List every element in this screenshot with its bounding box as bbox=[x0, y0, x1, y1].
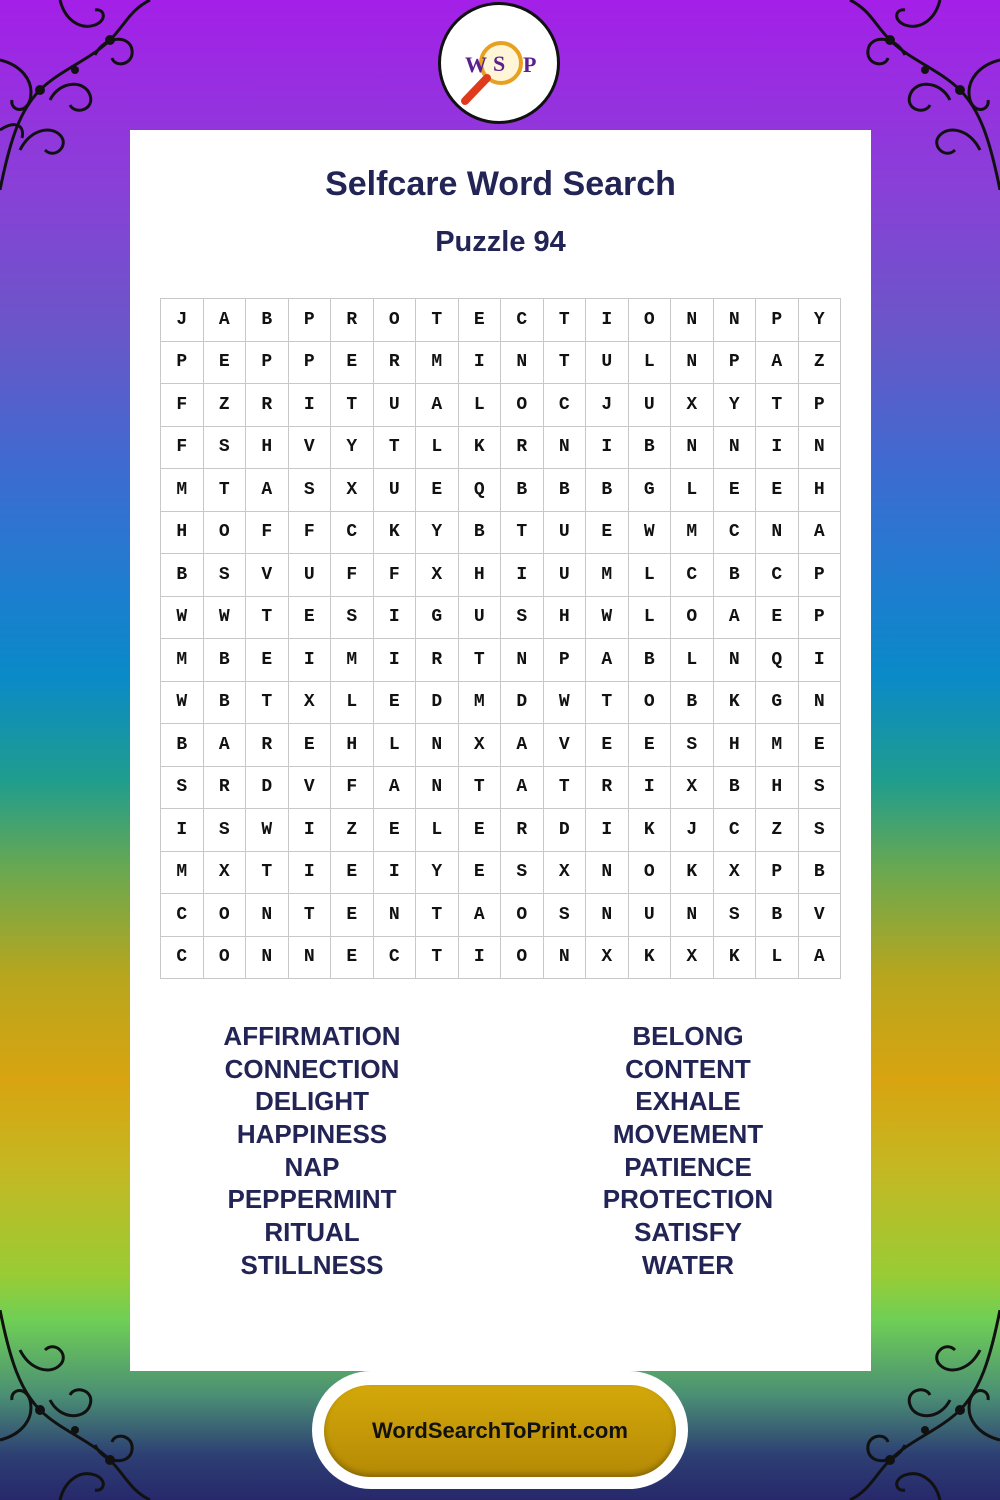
grid-cell[interactable]: R bbox=[416, 639, 459, 682]
grid-cell[interactable]: D bbox=[544, 809, 587, 852]
grid-cell[interactable]: F bbox=[374, 554, 417, 597]
grid-cell[interactable]: O bbox=[501, 937, 544, 980]
grid-cell[interactable]: I bbox=[459, 342, 502, 385]
grid-cell[interactable]: U bbox=[629, 894, 672, 937]
grid-cell[interactable]: K bbox=[374, 512, 417, 555]
grid-cell[interactable]: O bbox=[204, 937, 247, 980]
grid-cell[interactable]: Y bbox=[714, 384, 757, 427]
grid-cell[interactable]: T bbox=[544, 342, 587, 385]
grid-cell[interactable]: W bbox=[629, 512, 672, 555]
grid-cell[interactable]: E bbox=[331, 342, 374, 385]
grid-cell[interactable]: P bbox=[289, 342, 332, 385]
grid-cell[interactable]: A bbox=[756, 342, 799, 385]
word-item: PROTECTION bbox=[602, 1184, 774, 1215]
grid-cell[interactable]: N bbox=[671, 342, 714, 385]
word-item: CONTENT bbox=[625, 1053, 751, 1084]
grid-cell[interactable]: E bbox=[331, 894, 374, 937]
grid-cell[interactable]: H bbox=[331, 724, 374, 767]
grid-cell[interactable]: N bbox=[289, 937, 332, 980]
grid-cell[interactable]: N bbox=[501, 639, 544, 682]
grid-cell[interactable]: W bbox=[586, 597, 629, 640]
grid-cell[interactable]: U bbox=[289, 554, 332, 597]
grid-cell[interactable]: I bbox=[374, 852, 417, 895]
grid-cell[interactable]: A bbox=[714, 597, 757, 640]
grid-cell[interactable]: C bbox=[714, 809, 757, 852]
grid-cell[interactable]: L bbox=[459, 384, 502, 427]
grid-cell[interactable]: P bbox=[246, 342, 289, 385]
grid-cell[interactable]: A bbox=[501, 767, 544, 810]
word-list-right bbox=[528, 1020, 848, 1282]
grid-cell[interactable]: T bbox=[204, 469, 247, 512]
grid-cell[interactable]: R bbox=[331, 299, 374, 342]
grid-cell[interactable]: U bbox=[544, 512, 587, 555]
grid-cell[interactable]: A bbox=[204, 299, 247, 342]
grid-cell[interactable]: B bbox=[246, 299, 289, 342]
grid-cell[interactable]: E bbox=[714, 469, 757, 512]
grid-cell[interactable]: P bbox=[544, 639, 587, 682]
grid-cell[interactable]: X bbox=[714, 852, 757, 895]
grid-cell[interactable]: M bbox=[756, 724, 799, 767]
grid-cell[interactable]: T bbox=[246, 852, 289, 895]
grid-cell[interactable]: X bbox=[459, 724, 502, 767]
grid-cell[interactable]: M bbox=[416, 342, 459, 385]
grid-cell[interactable]: B bbox=[161, 554, 204, 597]
grid-cell[interactable]: N bbox=[756, 512, 799, 555]
grid-cell[interactable]: E bbox=[331, 852, 374, 895]
grid-cell[interactable]: Z bbox=[756, 809, 799, 852]
word-item: SATISFY bbox=[634, 1217, 742, 1248]
wsp-logo[interactable] bbox=[438, 2, 560, 124]
grid-cell[interactable]: X bbox=[204, 852, 247, 895]
grid-cell[interactable]: N bbox=[586, 852, 629, 895]
grid-cell[interactable]: B bbox=[799, 852, 842, 895]
grid-cell[interactable]: W bbox=[161, 682, 204, 725]
logo-letter-w: W bbox=[465, 52, 487, 77]
grid-cell[interactable]: E bbox=[289, 597, 332, 640]
grid-cell[interactable]: X bbox=[544, 852, 587, 895]
grid-cell[interactable]: L bbox=[671, 639, 714, 682]
grid-cell[interactable]: X bbox=[671, 767, 714, 810]
grid-cell[interactable]: E bbox=[629, 724, 672, 767]
grid-cell[interactable]: F bbox=[331, 767, 374, 810]
grid-cell[interactable]: R bbox=[204, 767, 247, 810]
grid-cell[interactable]: N bbox=[586, 894, 629, 937]
grid-cell[interactable]: O bbox=[501, 384, 544, 427]
grid-cell[interactable]: A bbox=[459, 894, 502, 937]
grid-cell[interactable]: E bbox=[756, 597, 799, 640]
grid-cell[interactable]: I bbox=[459, 937, 502, 980]
grid-cell[interactable]: W bbox=[246, 809, 289, 852]
grid-cell[interactable]: M bbox=[671, 512, 714, 555]
grid-cell[interactable]: I bbox=[629, 767, 672, 810]
grid-cell[interactable]: E bbox=[586, 724, 629, 767]
grid-cell[interactable]: B bbox=[204, 639, 247, 682]
grid-cell[interactable]: I bbox=[161, 809, 204, 852]
grid-cell[interactable]: T bbox=[459, 767, 502, 810]
grid-cell[interactable]: L bbox=[331, 682, 374, 725]
grid-cell[interactable]: N bbox=[799, 682, 842, 725]
grid-cell[interactable]: O bbox=[204, 512, 247, 555]
grid-cell[interactable]: B bbox=[756, 894, 799, 937]
grid-cell[interactable]: P bbox=[799, 554, 842, 597]
grid-cell[interactable]: T bbox=[416, 937, 459, 980]
word-item: BELONG bbox=[632, 1021, 744, 1051]
grid-cell[interactable]: L bbox=[756, 937, 799, 980]
grid-cell[interactable]: E bbox=[799, 724, 842, 767]
word-list-left bbox=[152, 1020, 472, 1282]
grid-cell[interactable]: I bbox=[289, 384, 332, 427]
grid-cell[interactable]: S bbox=[204, 554, 247, 597]
grid-cell[interactable]: N bbox=[246, 937, 289, 980]
grid-cell[interactable]: C bbox=[501, 299, 544, 342]
grid-cell[interactable]: F bbox=[161, 384, 204, 427]
grid-cell[interactable]: Q bbox=[459, 469, 502, 512]
grid-cell[interactable]: D bbox=[501, 682, 544, 725]
grid-cell[interactable]: E bbox=[416, 469, 459, 512]
grid-cell[interactable]: T bbox=[459, 639, 502, 682]
grid-cell[interactable]: T bbox=[544, 299, 587, 342]
grid-cell[interactable]: E bbox=[331, 937, 374, 980]
grid-cell[interactable]: L bbox=[629, 554, 672, 597]
footer-badge bbox=[312, 1371, 688, 1489]
grid-cell[interactable]: N bbox=[671, 427, 714, 470]
grid-cell[interactable]: S bbox=[501, 597, 544, 640]
grid-cell[interactable]: A bbox=[246, 469, 289, 512]
magnifier-icon bbox=[441, 5, 557, 121]
grid-cell[interactable]: T bbox=[544, 767, 587, 810]
grid-cell[interactable]: T bbox=[331, 384, 374, 427]
grid-cell[interactable]: Y bbox=[416, 852, 459, 895]
grid-cell[interactable]: B bbox=[459, 512, 502, 555]
grid-cell[interactable]: A bbox=[799, 512, 842, 555]
grid-cell[interactable]: K bbox=[671, 852, 714, 895]
word-item: PATIENCE bbox=[624, 1151, 752, 1182]
grid-cell[interactable]: X bbox=[671, 384, 714, 427]
grid-cell[interactable]: V bbox=[544, 724, 587, 767]
grid-cell[interactable]: C bbox=[161, 894, 204, 937]
grid-cell[interactable]: E bbox=[459, 809, 502, 852]
grid-cell[interactable]: E bbox=[586, 512, 629, 555]
grid-cell[interactable]: E bbox=[459, 852, 502, 895]
grid-cell[interactable]: S bbox=[331, 597, 374, 640]
grid-cell[interactable]: C bbox=[671, 554, 714, 597]
grid-cell[interactable]: T bbox=[756, 384, 799, 427]
grid-cell[interactable]: G bbox=[416, 597, 459, 640]
grid-cell[interactable]: S bbox=[501, 852, 544, 895]
grid-cell[interactable]: P bbox=[799, 597, 842, 640]
grid-cell[interactable]: E bbox=[756, 469, 799, 512]
grid-cell[interactable]: X bbox=[671, 937, 714, 980]
grid-cell[interactable]: N bbox=[714, 299, 757, 342]
grid-cell[interactable]: T bbox=[416, 299, 459, 342]
grid-cell[interactable]: C bbox=[714, 512, 757, 555]
grid-cell[interactable]: D bbox=[416, 682, 459, 725]
grid-cell[interactable]: T bbox=[246, 597, 289, 640]
grid-cell[interactable]: I bbox=[501, 554, 544, 597]
grid-cell[interactable]: B bbox=[629, 639, 672, 682]
grid-cell[interactable]: Q bbox=[756, 639, 799, 682]
puzzle-panel bbox=[130, 130, 871, 1371]
grid-cell[interactable]: P bbox=[799, 384, 842, 427]
logo-letter-s: S bbox=[493, 51, 506, 76]
grid-cell[interactable]: P bbox=[289, 299, 332, 342]
grid-cell[interactable]: S bbox=[799, 809, 842, 852]
grid-cell[interactable]: R bbox=[374, 342, 417, 385]
grid-cell[interactable]: I bbox=[289, 809, 332, 852]
word-item: RITUAL bbox=[264, 1217, 360, 1248]
grid-cell[interactable]: C bbox=[756, 554, 799, 597]
grid-cell[interactable]: A bbox=[416, 384, 459, 427]
grid-cell[interactable]: I bbox=[756, 427, 799, 470]
grid-cell[interactable]: S bbox=[714, 894, 757, 937]
grid-cell[interactable]: A bbox=[501, 724, 544, 767]
grid-cell[interactable]: E bbox=[204, 342, 247, 385]
grid-cell[interactable]: H bbox=[459, 554, 502, 597]
grid-cell[interactable]: D bbox=[246, 767, 289, 810]
word-item: STILLNESS bbox=[240, 1249, 384, 1280]
grid-cell[interactable]: G bbox=[756, 682, 799, 725]
grid-cell[interactable]: L bbox=[671, 469, 714, 512]
grid-cell[interactable]: U bbox=[374, 469, 417, 512]
grid-cell[interactable]: T bbox=[246, 682, 289, 725]
grid-cell[interactable]: P bbox=[714, 342, 757, 385]
grid-cell[interactable]: M bbox=[161, 469, 204, 512]
grid-cell[interactable]: P bbox=[756, 299, 799, 342]
grid-cell[interactable]: J bbox=[671, 809, 714, 852]
grid-cell[interactable]: E bbox=[374, 682, 417, 725]
grid-cell[interactable]: R bbox=[586, 767, 629, 810]
grid-cell[interactable]: F bbox=[246, 512, 289, 555]
grid-cell[interactable]: I bbox=[586, 809, 629, 852]
grid-cell[interactable]: K bbox=[629, 809, 672, 852]
grid-cell[interactable]: H bbox=[161, 512, 204, 555]
grid-cell[interactable]: B bbox=[714, 767, 757, 810]
grid-cell[interactable]: V bbox=[289, 427, 332, 470]
grid-cell[interactable]: O bbox=[629, 852, 672, 895]
grid-cell[interactable]: P bbox=[756, 852, 799, 895]
grid-cell[interactable]: I bbox=[586, 299, 629, 342]
grid-cell[interactable]: W bbox=[544, 682, 587, 725]
grid-cell[interactable]: Y bbox=[416, 512, 459, 555]
grid-cell[interactable]: L bbox=[629, 342, 672, 385]
grid-cell[interactable]: I bbox=[289, 639, 332, 682]
grid-cell[interactable]: U bbox=[459, 597, 502, 640]
grid-cell[interactable]: B bbox=[671, 682, 714, 725]
grid-cell[interactable]: P bbox=[161, 342, 204, 385]
grid-cell[interactable]: A bbox=[374, 767, 417, 810]
grid-cell[interactable]: K bbox=[459, 427, 502, 470]
grid-cell[interactable]: B bbox=[501, 469, 544, 512]
grid-cell[interactable]: N bbox=[544, 427, 587, 470]
grid-cell[interactable]: X bbox=[331, 469, 374, 512]
grid-cell[interactable]: N bbox=[374, 894, 417, 937]
website-link[interactable]: WordSearchToPrint.com bbox=[324, 1385, 676, 1477]
grid-cell[interactable]: M bbox=[586, 554, 629, 597]
grid-cell[interactable]: N bbox=[799, 427, 842, 470]
grid-cell[interactable]: H bbox=[544, 597, 587, 640]
grid-cell[interactable]: S bbox=[671, 724, 714, 767]
word-item: NAP bbox=[284, 1151, 340, 1182]
grid-cell[interactable]: F bbox=[331, 554, 374, 597]
grid-cell[interactable]: I bbox=[374, 639, 417, 682]
grid-cell[interactable]: Z bbox=[331, 809, 374, 852]
grid-cell[interactable]: I bbox=[799, 639, 842, 682]
grid-cell[interactable]: M bbox=[459, 682, 502, 725]
grid-cell[interactable]: X bbox=[586, 937, 629, 980]
grid-cell[interactable]: S bbox=[204, 427, 247, 470]
grid-cell[interactable]: K bbox=[714, 682, 757, 725]
grid-cell[interactable]: R bbox=[501, 427, 544, 470]
grid-cell[interactable]: S bbox=[204, 809, 247, 852]
grid-cell[interactable]: T bbox=[289, 894, 332, 937]
grid-cell[interactable]: N bbox=[246, 894, 289, 937]
grid-cell[interactable]: N bbox=[671, 299, 714, 342]
grid-cell[interactable]: X bbox=[289, 682, 332, 725]
grid-cell[interactable]: I bbox=[374, 597, 417, 640]
word-item: DELIGHT bbox=[254, 1086, 370, 1117]
grid-cell[interactable]: I bbox=[289, 852, 332, 895]
grid-cell[interactable]: U bbox=[586, 342, 629, 385]
grid-cell[interactable]: L bbox=[416, 427, 459, 470]
grid-cell[interactable]: N bbox=[416, 724, 459, 767]
grid-cell[interactable]: R bbox=[246, 724, 289, 767]
grid-cell[interactable]: T bbox=[586, 682, 629, 725]
grid-cell[interactable]: T bbox=[501, 512, 544, 555]
grid-cell[interactable]: N bbox=[544, 937, 587, 980]
grid-cell[interactable]: L bbox=[629, 597, 672, 640]
grid-cell[interactable]: L bbox=[374, 724, 417, 767]
grid-cell[interactable]: M bbox=[161, 852, 204, 895]
grid-cell[interactable]: S bbox=[799, 767, 842, 810]
grid-cell[interactable]: O bbox=[629, 682, 672, 725]
grid-cell[interactable]: M bbox=[331, 639, 374, 682]
grid-cell[interactable]: V bbox=[799, 894, 842, 937]
grid-cell[interactable]: N bbox=[714, 427, 757, 470]
word-item: MOVEMENT bbox=[612, 1119, 764, 1150]
grid-cell[interactable]: G bbox=[629, 469, 672, 512]
grid-cell[interactable]: L bbox=[416, 809, 459, 852]
grid-cell[interactable]: F bbox=[161, 427, 204, 470]
grid-cell[interactable]: U bbox=[629, 384, 672, 427]
grid-cell[interactable]: U bbox=[544, 554, 587, 597]
word-item: AFFIRMATION bbox=[223, 1021, 401, 1051]
grid-cell[interactable]: B bbox=[629, 427, 672, 470]
grid-cell[interactable]: O bbox=[204, 894, 247, 937]
grid-cell[interactable]: A bbox=[799, 937, 842, 980]
grid-cell[interactable]: N bbox=[714, 639, 757, 682]
grid-cell[interactable]: M bbox=[161, 639, 204, 682]
grid-cell[interactable]: J bbox=[586, 384, 629, 427]
grid-cell[interactable]: N bbox=[501, 342, 544, 385]
grid-cell[interactable]: O bbox=[671, 597, 714, 640]
grid-cell[interactable]: E bbox=[374, 809, 417, 852]
grid-cell[interactable]: H bbox=[714, 724, 757, 767]
grid-cell[interactable]: S bbox=[289, 469, 332, 512]
grid-cell[interactable]: S bbox=[161, 767, 204, 810]
grid-cell[interactable]: A bbox=[204, 724, 247, 767]
grid-cell[interactable]: I bbox=[586, 427, 629, 470]
grid-cell[interactable]: K bbox=[714, 937, 757, 980]
grid-cell[interactable]: O bbox=[501, 894, 544, 937]
word-item: PEPPERMINT bbox=[227, 1184, 397, 1215]
puzzle-title: Selfcare Word Search bbox=[325, 165, 676, 203]
grid-cell[interactable]: S bbox=[544, 894, 587, 937]
grid-cell[interactable]: W bbox=[161, 597, 204, 640]
grid-cell[interactable]: H bbox=[799, 469, 842, 512]
grid-cell[interactable]: K bbox=[629, 937, 672, 980]
grid-cell[interactable]: V bbox=[289, 767, 332, 810]
grid-cell[interactable]: H bbox=[246, 427, 289, 470]
grid-cell[interactable]: B bbox=[204, 682, 247, 725]
letter-grid bbox=[160, 298, 841, 979]
grid-cell[interactable]: U bbox=[374, 384, 417, 427]
grid-cell[interactable]: O bbox=[629, 299, 672, 342]
grid-cell[interactable]: V bbox=[246, 554, 289, 597]
grid-cell[interactable]: T bbox=[374, 427, 417, 470]
puzzle-number: Puzzle 94 bbox=[435, 226, 566, 258]
grid-cell[interactable]: E bbox=[289, 724, 332, 767]
grid-cell[interactable]: E bbox=[459, 299, 502, 342]
grid-cell[interactable]: R bbox=[501, 809, 544, 852]
grid-cell[interactable]: A bbox=[586, 639, 629, 682]
grid-cell[interactable]: B bbox=[586, 469, 629, 512]
grid-cell[interactable]: T bbox=[416, 894, 459, 937]
grid-cell[interactable]: O bbox=[374, 299, 417, 342]
grid-cell[interactable]: C bbox=[544, 384, 587, 427]
grid-cell[interactable]: R bbox=[246, 384, 289, 427]
grid-cell[interactable]: Y bbox=[331, 427, 374, 470]
grid-cell[interactable]: J bbox=[161, 299, 204, 342]
grid-cell[interactable]: C bbox=[331, 512, 374, 555]
grid-cell[interactable]: Y bbox=[799, 299, 842, 342]
grid-cell[interactable]: N bbox=[416, 767, 459, 810]
grid-cell[interactable]: W bbox=[204, 597, 247, 640]
grid-cell[interactable]: C bbox=[161, 937, 204, 980]
grid-cell[interactable]: Z bbox=[799, 342, 842, 385]
grid-cell[interactable]: B bbox=[161, 724, 204, 767]
grid-cell[interactable]: N bbox=[671, 894, 714, 937]
word-item: CONNECTION bbox=[224, 1053, 400, 1084]
logo-letter-p: P bbox=[523, 52, 537, 77]
grid-cell[interactable]: Z bbox=[204, 384, 247, 427]
grid-cell[interactable]: B bbox=[714, 554, 757, 597]
word-item: WATER bbox=[642, 1249, 734, 1280]
word-item: HAPPINESS bbox=[236, 1119, 388, 1150]
grid-cell[interactable]: E bbox=[246, 639, 289, 682]
grid-cell[interactable]: X bbox=[416, 554, 459, 597]
word-item: EXHALE bbox=[635, 1086, 741, 1117]
grid-cell[interactable]: B bbox=[544, 469, 587, 512]
grid-cell[interactable]: F bbox=[289, 512, 332, 555]
grid-cell[interactable]: C bbox=[374, 937, 417, 980]
grid-cell[interactable]: H bbox=[756, 767, 799, 810]
